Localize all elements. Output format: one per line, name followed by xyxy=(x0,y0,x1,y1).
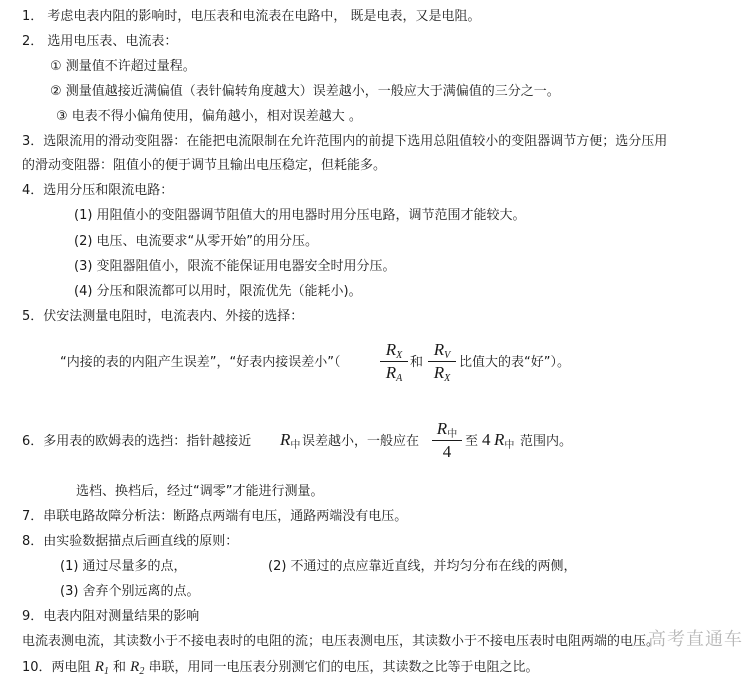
item-2-point-1: ① 测量值不许超过量程。 xyxy=(50,59,196,74)
item-8-point-1: (1) 通过尽量多的点， xyxy=(60,559,187,574)
item-5-heading: 5．伏安法测量电阻时，电流表内、外接的选择： xyxy=(22,309,304,324)
symbol-r-end: $R_中$ xyxy=(494,430,515,451)
item-9-body: 电流表测电流，其读数小于不接电表时的电阻的流；电压表测电压，其读数小于不接电压表时电阻两端的电压。 xyxy=(22,634,660,649)
item-4-heading: 4．选用分压和限流电路： xyxy=(22,183,174,198)
item-6-text-middle: 误差越小，一般应在 xyxy=(302,434,420,449)
item-4-point-4: (4) 分压和限流都可以用时，限流优先（能耗小)。 xyxy=(74,284,362,299)
item-6-text-before: 6．多用表的欧姆表的选挡：指针越接近 xyxy=(22,434,252,449)
item-8-point-3: (3) 舍弃个别远离的点。 xyxy=(60,584,200,599)
fraction-rx-over-ra: $R_X$ $R_A$ xyxy=(380,340,408,383)
item-4-point-2: (2) 电压、电流要求“从零开始”的用分压。 xyxy=(74,234,319,249)
item-6-note: 选档、换档后，经过“调零”才能进行测量。 xyxy=(76,484,324,499)
fraction-rv-over-rx: $R_V$ $R_X$ xyxy=(428,340,456,383)
item-3-line-1: 3．选限流用的滑动变阻器：在能把电流限制在允许范围内的前提下选用总阻值较小的变阻器调节方便；选分压用 xyxy=(22,134,668,149)
watermark-text: 高考直通车 xyxy=(648,629,743,650)
item-5-and: 和 xyxy=(410,355,424,370)
item-3-line-2: 的滑动变阻器：阻值小的便于调节且输出电压稳定，但耗能多。 xyxy=(22,158,387,173)
item-6-to: 至 xyxy=(465,434,479,449)
item-10: 10．两电阻 $R_1$ 和 $R_2$ 串联，用同一电压表分别测它们的电压，其读数之比等于电阻之比。 xyxy=(22,659,539,677)
item-2-point-2: ② 测量值越接近满偏值（表针偏转角度越大）误差越小，一般应大于满偏值的三分之一。 xyxy=(50,84,560,99)
item-5-text-before-fractions: “内接的表的内阻产生误差”，“好表内接误差小”（ xyxy=(60,355,341,370)
item-4-point-3: (3) 变阻器阻值小，限流不能保证用电器安全时用分压。 xyxy=(74,259,396,274)
item-2-point-3: ③ 电表不得小偏角使用，偏角越小，相对误差越大 。 xyxy=(56,109,362,124)
item-2-heading: 2． 选用电压表、电流表： xyxy=(22,34,178,49)
symbol-r-mid: $R_中$ xyxy=(280,430,301,451)
item-4-point-1: (1) 用阻值小的变阻器调节阻值大的用电器时用分压电路，调节范围才能较大。 xyxy=(74,208,526,223)
item-7: 7．串联电路故障分析法：断路点两端有电压，通路两端没有电压。 xyxy=(22,509,408,524)
item-1: 1． 考虑电表内阻的影响时，电压表和电流表在电路中， 既是电表，又是电阻。 xyxy=(22,9,481,24)
item-8-heading: 8．由实验数据描点后画直线的原则： xyxy=(22,534,239,549)
item-5-text-after-fractions: 比值大的表“好”）。 xyxy=(459,355,570,370)
fraction-r-mid-over-4: $R_中$ 4 xyxy=(432,419,462,462)
number-four: 4 xyxy=(482,430,491,449)
item-8-point-2: (2) 不通过的点应靠近直线，并均匀分布在线的两侧， xyxy=(268,559,577,574)
item-9-heading: 9．电表内阻对测量结果的影响 xyxy=(22,609,200,624)
item-6-text-after: 范围内。 xyxy=(520,434,573,449)
